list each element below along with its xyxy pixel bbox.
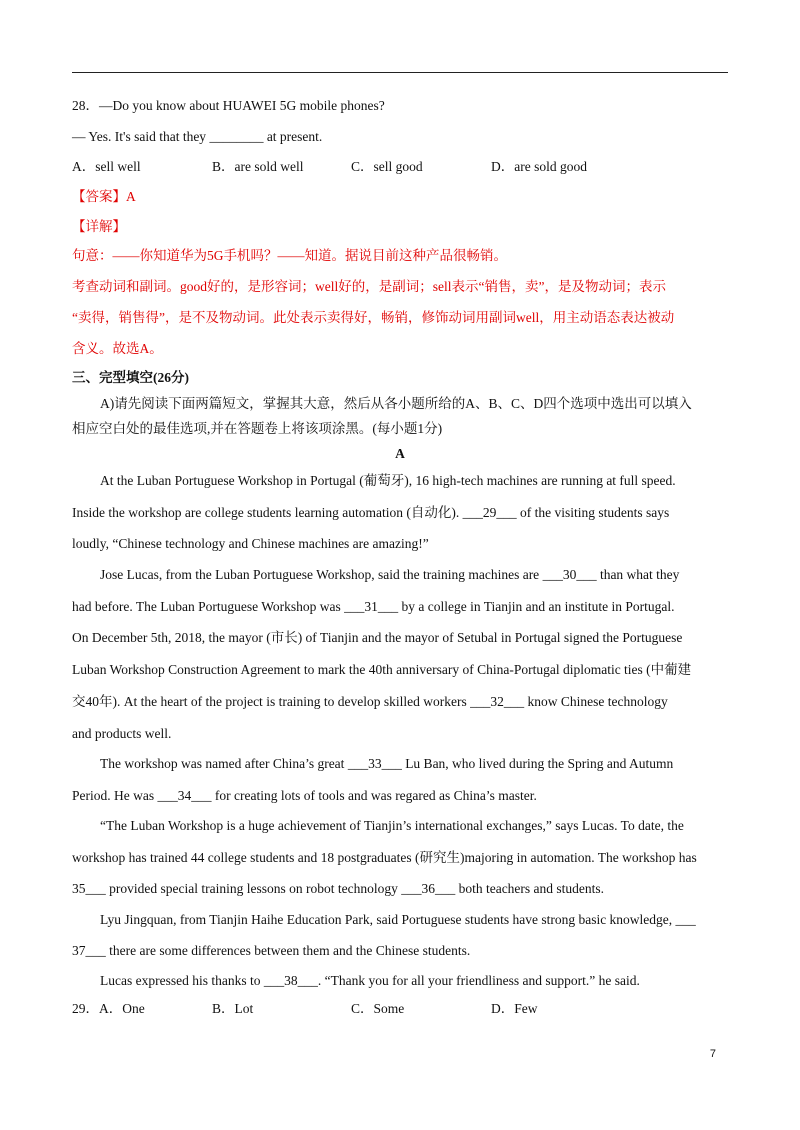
section-heading: 三、完型填空(26分) — [72, 370, 189, 385]
blank-31: ___31___ — [344, 599, 399, 614]
q28-option-c[interactable]: C．sell good — [351, 159, 423, 174]
page-number: 7 — [709, 1048, 716, 1060]
passage-text: for creating lots of tools and was regared as China’s master. — [211, 788, 537, 803]
blank-35: 35___ — [72, 881, 106, 896]
passage-line: “The Luban Workshop is a huge achievement of Tianjin’s international exchanges,” says Lucas. To date, the — [100, 818, 684, 833]
passage-line: loudly, “Chinese technology and Chinese machines are amazing!” — [72, 536, 429, 551]
passage-line: At the Luban Portuguese Workshop in Portugal (葡萄牙), 16 high-tech machines are running at full speed. — [100, 473, 676, 488]
passage-text: Lyu Jingquan, from Tianjin Haihe Education Park, said Portuguese students have strong basic knowledge, — [100, 912, 676, 927]
q28-options — [72, 157, 587, 177]
passage-line — [72, 879, 604, 899]
q28-stem: 28．—Do you know about HUAWEI 5G mobile phones? — [72, 98, 385, 113]
q29-option-c[interactable]: C．Some — [351, 1001, 405, 1016]
passage-line: and products well. — [72, 726, 172, 741]
q29-option-b[interactable]: B．Lot — [212, 1001, 254, 1016]
q28-option-d[interactable]: D．are sold good — [491, 159, 587, 174]
blank-32: ___32___ — [470, 694, 525, 709]
passage-line — [72, 565, 679, 585]
q28-reply-end: at present. — [263, 129, 323, 144]
passage-text: Period. He was — [72, 788, 158, 803]
blank-37-end: 37___ — [72, 943, 106, 958]
header-rule — [72, 72, 728, 73]
blank-36: ___36___ — [401, 881, 456, 896]
blank-33: ___33___ — [347, 756, 402, 771]
passage-text: had before. The Luban Portuguese Workshop was — [72, 599, 345, 614]
passage-text: 交40年). At the heart of the project is training to develop skilled workers — [72, 694, 471, 709]
q29-option-d[interactable]: D．Few — [491, 1001, 538, 1016]
passage-text: both teachers and students. — [455, 881, 605, 896]
passage-text: provided special training lessons on robot technology — [105, 881, 402, 896]
blank-34: ___34___ — [157, 788, 212, 803]
q28-reply-text: — Yes. It's said that they — [72, 129, 210, 144]
blank-30: ___30___ — [542, 567, 597, 582]
passage-line — [72, 754, 673, 774]
passage-text: of the visiting students says — [516, 505, 670, 520]
instruction-line: A)请先阅读下面两篇短文，掌握其大意，然后从各小题所给的A、B、C、D四个选项中选出可以填入 — [100, 396, 692, 411]
q28-option-b[interactable]: B．are sold well — [212, 159, 304, 174]
passage-text: . “Thank you for all your friendliness and support.” he said. — [317, 973, 640, 988]
passage-line: Luban Workshop Construction Agreement to mark the 40th anniversary of China-Portugal diplomatic ties (中葡建 — [72, 662, 692, 677]
q28-explanation-line: 考查动词和副词。good好的，是形容词；well好的，是副词；sell表示“销售，卖”，是及物动词；表示 — [72, 279, 666, 294]
passage-text: than what they — [596, 567, 680, 582]
passage-line — [72, 597, 674, 617]
q28-answer: 【答案】A — [72, 189, 136, 204]
instruction-line: 相应空白处的最佳选项,并在答题卷上将该项涂黑。(每小题1分) — [72, 421, 443, 436]
passage-text: know Chinese technology — [524, 694, 668, 709]
blank-37-start: ___ — [675, 912, 696, 927]
passage-title: A — [395, 446, 405, 461]
q28-detail-label: 【详解】 — [72, 219, 126, 234]
passage-text: Inside the workshop are college students learning automation (自动化). — [72, 505, 463, 520]
q29-options — [72, 999, 538, 1019]
passage-text: there are some differences between them and the Chinese students. — [105, 943, 471, 958]
q28-blank: ________ — [209, 129, 264, 144]
passage-text: Jose Lucas, from the Luban Portuguese Workshop, said the training machines are — [100, 567, 543, 582]
passage-text: Lu Ban, who lived during the Spring and Autumn — [401, 756, 674, 771]
passage-text: Lucas expressed his thanks to — [100, 973, 264, 988]
passage-text: by a college in Tianjin and an institute in Portugal. — [398, 599, 675, 614]
passage-line — [72, 941, 470, 961]
passage-line — [72, 692, 668, 712]
q28-explanation-line: 句意：——你知道华为5G手机吗？——知道。据说目前这种产品很畅销。 — [72, 248, 507, 263]
blank-29: ___29___ — [462, 505, 517, 520]
q28-explanation-line: “卖得，销售得”，是不及物动词。此处表示卖得好，畅销，修饰动词用副词well，用主动语态表达被动 — [72, 310, 675, 325]
passage-line: On December 5th, 2018, the mayor (市长) of Tianjin and the mayor of Setubal in Portugal signed the Portuguese — [72, 630, 683, 645]
passage-text: The workshop was named after China’s great — [100, 756, 348, 771]
passage-line — [72, 786, 537, 806]
q29-option-a[interactable]: 29．A．One — [72, 1001, 145, 1016]
q28-reply — [72, 127, 322, 147]
q28-explanation-line: 含义。故选A。 — [72, 341, 163, 356]
blank-38: ___38___ — [263, 973, 318, 988]
passage-line — [72, 503, 669, 523]
passage-line — [72, 910, 696, 930]
q28-option-a[interactable]: A．sell well — [72, 159, 141, 174]
passage-line — [72, 971, 640, 991]
passage-line: workshop has trained 44 college students and 18 postgraduates (研究生)majoring in automation. The workshop has — [72, 850, 697, 865]
